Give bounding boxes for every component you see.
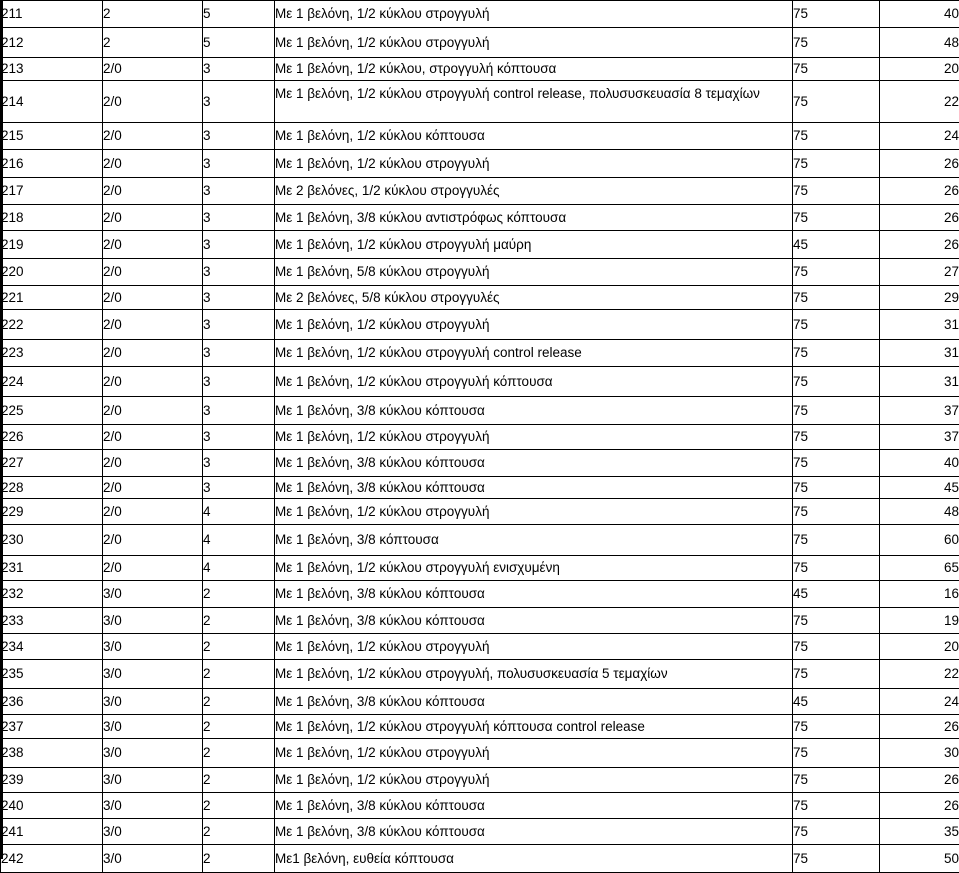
usp-size-cell: 2/0	[103, 286, 203, 310]
quantity-cell: 40	[880, 450, 959, 477]
metric-size-cell: 3	[203, 310, 275, 340]
usp-size-cell: 2/0	[103, 310, 203, 340]
length-cell: 45	[793, 581, 880, 608]
metric-size-cell: 2	[203, 768, 275, 793]
table-row	[1, 715, 959, 739]
metric-size-cell: 4	[203, 556, 275, 581]
quantity-cell: 45	[880, 477, 959, 499]
table-row	[1, 397, 959, 425]
metric-size-cell: 3	[203, 367, 275, 397]
quantity-cell: 31	[880, 310, 959, 340]
usp-size-cell: 3/0	[103, 715, 203, 739]
table-row	[1, 28, 959, 58]
length-cell: 75	[793, 768, 880, 793]
usp-size-cell: 2/0	[103, 525, 203, 556]
quantity-cell: 40	[880, 1, 959, 28]
table-row	[1, 608, 959, 634]
quantity-cell: 35	[880, 819, 959, 845]
quantity-cell: 50	[880, 845, 959, 873]
table-row	[1, 499, 959, 525]
description-cell: Με 1 βελόνη, 3/8 κύκλου κόπτουσα	[275, 397, 793, 425]
usp-size-cell: 2/0	[103, 477, 203, 499]
quantity-cell: 26	[880, 715, 959, 739]
quantity-cell: 22	[880, 81, 959, 123]
table-row	[1, 425, 959, 450]
description-cell: Με 1 βελόνη, 5/8 κύκλου στρογγυλή	[275, 259, 793, 286]
quantity-cell: 26	[880, 178, 959, 205]
length-cell: 75	[793, 397, 880, 425]
item-number-cell: 240	[1, 793, 103, 819]
description-cell: Με 1 βελόνη, 1/2 κύκλου στρογγυλή	[275, 310, 793, 340]
quantity-cell: 31	[880, 367, 959, 397]
description-cell: Με 1 βελόνη, 1/2 κύκλου στρογγυλή κόπτουσα control release	[275, 715, 793, 739]
metric-size-cell: 5	[203, 1, 275, 28]
length-cell: 75	[793, 634, 880, 660]
quantity-cell: 26	[880, 793, 959, 819]
quantity-cell: 22	[880, 660, 959, 689]
length-cell: 75	[793, 178, 880, 205]
item-number-cell: 234	[1, 634, 103, 660]
table-row	[1, 477, 959, 499]
metric-size-cell: 2	[203, 793, 275, 819]
quantity-cell: 48	[880, 28, 959, 58]
usp-size-cell: 2/0	[103, 58, 203, 81]
item-number-cell: 217	[1, 178, 103, 205]
usp-size-cell: 3/0	[103, 768, 203, 793]
length-cell: 45	[793, 231, 880, 259]
item-number-cell: 236	[1, 689, 103, 715]
quantity-cell: 24	[880, 689, 959, 715]
quantity-cell: 60	[880, 525, 959, 556]
quantity-cell: 26	[880, 231, 959, 259]
table-row	[1, 205, 959, 231]
description-cell: Με 1 βελόνη, 3/8 κύκλου κόπτουσα	[275, 793, 793, 819]
item-number-cell: 237	[1, 715, 103, 739]
quantity-cell: 30	[880, 739, 959, 768]
description-cell: Με 2 βελόνες, 1/2 κύκλου στρογγυλές	[275, 178, 793, 205]
length-cell: 75	[793, 715, 880, 739]
length-cell: 75	[793, 205, 880, 231]
metric-size-cell: 2	[203, 660, 275, 689]
item-number-cell: 215	[1, 123, 103, 150]
item-number-cell: 221	[1, 286, 103, 310]
table-row	[1, 525, 959, 556]
length-cell: 75	[793, 259, 880, 286]
usp-size-cell: 2	[103, 28, 203, 58]
description-cell: Με 1 βελόνη, 3/8 κόπτουσα	[275, 525, 793, 556]
description-cell: Με 1 βελόνη, 1/2 κύκλου στρογγυλή κόπτουσα	[275, 367, 793, 397]
usp-size-cell: 2/0	[103, 499, 203, 525]
metric-size-cell: 3	[203, 58, 275, 81]
metric-size-cell: 2	[203, 739, 275, 768]
length-cell: 45	[793, 689, 880, 715]
table-row	[1, 793, 959, 819]
length-cell: 75	[793, 845, 880, 873]
metric-size-cell: 3	[203, 178, 275, 205]
description-cell: Με 1 βελόνη, 1/2 κύκλου στρογγυλή control release	[275, 340, 793, 367]
metric-size-cell: 2	[203, 845, 275, 873]
metric-size-cell: 2	[203, 819, 275, 845]
table-row	[1, 556, 959, 581]
usp-size-cell: 2/0	[103, 231, 203, 259]
length-cell: 75	[793, 450, 880, 477]
metric-size-cell: 3	[203, 123, 275, 150]
item-number-cell: 239	[1, 768, 103, 793]
description-cell: Με 1 βελόνη, 3/8 κύκλου κόπτουσα	[275, 581, 793, 608]
metric-size-cell: 3	[203, 450, 275, 477]
item-number-cell: 242	[1, 845, 103, 873]
item-number-cell: 235	[1, 660, 103, 689]
item-number-cell: 228	[1, 477, 103, 499]
description-cell: Με 1 βελόνη, 1/2 κύκλου στρογγυλή	[275, 28, 793, 58]
description-cell: Με 1 βελόνη, 3/8 κύκλου κόπτουσα	[275, 450, 793, 477]
length-cell: 75	[793, 286, 880, 310]
metric-size-cell: 3	[203, 231, 275, 259]
length-cell: 75	[793, 150, 880, 178]
description-cell: Με 1 βελόνη, 3/8 κύκλου αντιστρόφως κόπτουσα	[275, 205, 793, 231]
length-cell: 75	[793, 525, 880, 556]
length-cell: 75	[793, 793, 880, 819]
usp-size-cell: 3/0	[103, 819, 203, 845]
item-number-cell: 224	[1, 367, 103, 397]
description-cell: Με 1 βελόνη, 1/2 κύκλου στρογγυλή	[275, 1, 793, 28]
item-number-cell: 214	[1, 81, 103, 123]
usp-size-cell: 2/0	[103, 397, 203, 425]
table-row	[1, 367, 959, 397]
item-number-cell: 232	[1, 581, 103, 608]
table-row	[1, 286, 959, 310]
usp-size-cell: 3/0	[103, 660, 203, 689]
table-row	[1, 739, 959, 768]
usp-size-cell: 2/0	[103, 367, 203, 397]
table-row	[1, 123, 959, 150]
length-cell: 75	[793, 819, 880, 845]
table-row	[1, 340, 959, 367]
description-cell: Με1 βελόνη, ευθεία κόπτουσα	[275, 845, 793, 873]
item-number-cell: 216	[1, 150, 103, 178]
length-cell: 75	[793, 123, 880, 150]
item-number-cell: 238	[1, 739, 103, 768]
description-cell: Με 1 βελόνη, 3/8 κύκλου κόπτουσα	[275, 608, 793, 634]
usp-size-cell: 3/0	[103, 581, 203, 608]
metric-size-cell: 4	[203, 499, 275, 525]
table-row	[1, 660, 959, 689]
metric-size-cell: 2	[203, 634, 275, 660]
metric-size-cell: 3	[203, 81, 275, 123]
length-cell: 75	[793, 58, 880, 81]
description-cell: Με 1 βελόνη, 1/2 κύκλου στρογγυλή, πολυσυσκευασία 5 τεμαχίων	[275, 660, 793, 689]
usp-size-cell: 2/0	[103, 450, 203, 477]
length-cell: 75	[793, 660, 880, 689]
metric-size-cell: 3	[203, 340, 275, 367]
table-row	[1, 819, 959, 845]
length-cell: 75	[793, 28, 880, 58]
table-row	[1, 768, 959, 793]
quantity-cell: 31	[880, 340, 959, 367]
table-row	[1, 689, 959, 715]
item-number-cell: 212	[1, 28, 103, 58]
metric-size-cell: 3	[203, 477, 275, 499]
length-cell: 75	[793, 608, 880, 634]
item-number-cell: 223	[1, 340, 103, 367]
usp-size-cell: 2/0	[103, 259, 203, 286]
quantity-cell: 29	[880, 286, 959, 310]
metric-size-cell: 2	[203, 581, 275, 608]
description-cell: Με 1 βελόνη, 1/2 κύκλου κόπτουσα	[275, 123, 793, 150]
usp-size-cell: 3/0	[103, 793, 203, 819]
length-cell: 75	[793, 81, 880, 123]
description-cell: Με 1 βελόνη, 1/2 κύκλου στρογγυλή	[275, 739, 793, 768]
length-cell: 75	[793, 556, 880, 581]
item-number-cell: 229	[1, 499, 103, 525]
quantity-cell: 27	[880, 259, 959, 286]
quantity-cell: 26	[880, 205, 959, 231]
usp-size-cell: 2/0	[103, 178, 203, 205]
metric-size-cell: 2	[203, 608, 275, 634]
item-number-cell: 218	[1, 205, 103, 231]
quantity-cell: 20	[880, 634, 959, 660]
table-row	[1, 581, 959, 608]
metric-size-cell: 3	[203, 286, 275, 310]
metric-size-cell: 4	[203, 525, 275, 556]
table-row	[1, 178, 959, 205]
item-number-cell: 220	[1, 259, 103, 286]
table-row	[1, 450, 959, 477]
item-number-cell: 213	[1, 58, 103, 81]
length-cell: 75	[793, 425, 880, 450]
quantity-cell: 26	[880, 150, 959, 178]
description-cell: Με 1 βελόνη, 1/2 κύκλου στρογγυλή	[275, 425, 793, 450]
usp-size-cell: 2	[103, 1, 203, 28]
description-cell: Με 1 βελόνη, 1/2 κύκλου στρογγυλή ενισχυμένη	[275, 556, 793, 581]
item-number-cell: 225	[1, 397, 103, 425]
usp-size-cell: 2/0	[103, 123, 203, 150]
description-cell: Με 2 βελόνες, 5/8 κύκλου στρογγυλές	[275, 286, 793, 310]
description-cell: Με 1 βελόνη, 1/2 κύκλου στρογγυλή control release, πολυσυσκευασία 8 τεμαχίων	[275, 81, 793, 123]
quantity-cell: 16	[880, 581, 959, 608]
item-number-cell: 241	[1, 819, 103, 845]
description-cell: Με 1 βελόνη, 3/8 κύκλου κόπτουσα	[275, 477, 793, 499]
description-cell: Με 1 βελόνη, 3/8 κύκλου κόπτουσα	[275, 819, 793, 845]
table-row	[1, 150, 959, 178]
item-number-cell: 211	[1, 1, 103, 28]
description-cell: Με 1 βελόνη, 1/2 κύκλου στρογγυλή	[275, 768, 793, 793]
description-cell: Με 1 βελόνη, 1/2 κύκλου, στρογγυλή κόπτουσα	[275, 58, 793, 81]
metric-size-cell: 2	[203, 715, 275, 739]
quantity-cell: 48	[880, 499, 959, 525]
metric-size-cell: 3	[203, 150, 275, 178]
metric-size-cell: 5	[203, 28, 275, 58]
item-number-cell: 231	[1, 556, 103, 581]
usp-size-cell: 3/0	[103, 689, 203, 715]
table-row	[1, 81, 959, 123]
usp-size-cell: 2/0	[103, 340, 203, 367]
table-row	[1, 259, 959, 286]
quantity-cell: 20	[880, 58, 959, 81]
usp-size-cell: 3/0	[103, 845, 203, 873]
quantity-cell: 24	[880, 123, 959, 150]
length-cell: 75	[793, 310, 880, 340]
table-row	[1, 1, 959, 28]
length-cell: 75	[793, 340, 880, 367]
item-number-cell: 222	[1, 310, 103, 340]
quantity-cell: 26	[880, 768, 959, 793]
metric-size-cell: 3	[203, 259, 275, 286]
item-number-cell: 219	[1, 231, 103, 259]
usp-size-cell: 2/0	[103, 150, 203, 178]
description-cell: Με 1 βελόνη, 3/8 κύκλου κόπτουσα	[275, 689, 793, 715]
usp-size-cell: 2/0	[103, 81, 203, 123]
description-cell: Με 1 βελόνη, 1/2 κύκλου στρογγυλή	[275, 634, 793, 660]
usp-size-cell: 3/0	[103, 739, 203, 768]
item-number-cell: 227	[1, 450, 103, 477]
length-cell: 75	[793, 367, 880, 397]
description-cell: Με 1 βελόνη, 1/2 κύκλου στρογγυλή μαύρη	[275, 231, 793, 259]
table-row	[1, 231, 959, 259]
table-body	[1, 1, 959, 873]
description-cell: Με 1 βελόνη, 1/2 κύκλου στρογγυλή	[275, 150, 793, 178]
table-row	[1, 58, 959, 81]
item-number-cell: 230	[1, 525, 103, 556]
quantity-cell: 65	[880, 556, 959, 581]
usp-size-cell: 3/0	[103, 608, 203, 634]
item-number-cell: 226	[1, 425, 103, 450]
quantity-cell: 19	[880, 608, 959, 634]
length-cell: 75	[793, 739, 880, 768]
table-row	[1, 634, 959, 660]
usp-size-cell: 3/0	[103, 634, 203, 660]
metric-size-cell: 3	[203, 425, 275, 450]
usp-size-cell: 2/0	[103, 556, 203, 581]
quantity-cell: 37	[880, 425, 959, 450]
usp-size-cell: 2/0	[103, 425, 203, 450]
usp-size-cell: 2/0	[103, 205, 203, 231]
metric-size-cell: 3	[203, 397, 275, 425]
table-row	[1, 310, 959, 340]
description-cell: Με 1 βελόνη, 1/2 κύκλου στρογγυλή	[275, 499, 793, 525]
metric-size-cell: 3	[203, 205, 275, 231]
length-cell: 75	[793, 499, 880, 525]
item-number-cell: 233	[1, 608, 103, 634]
length-cell: 75	[793, 477, 880, 499]
metric-size-cell: 2	[203, 689, 275, 715]
quantity-cell: 37	[880, 397, 959, 425]
length-cell: 75	[793, 1, 880, 28]
